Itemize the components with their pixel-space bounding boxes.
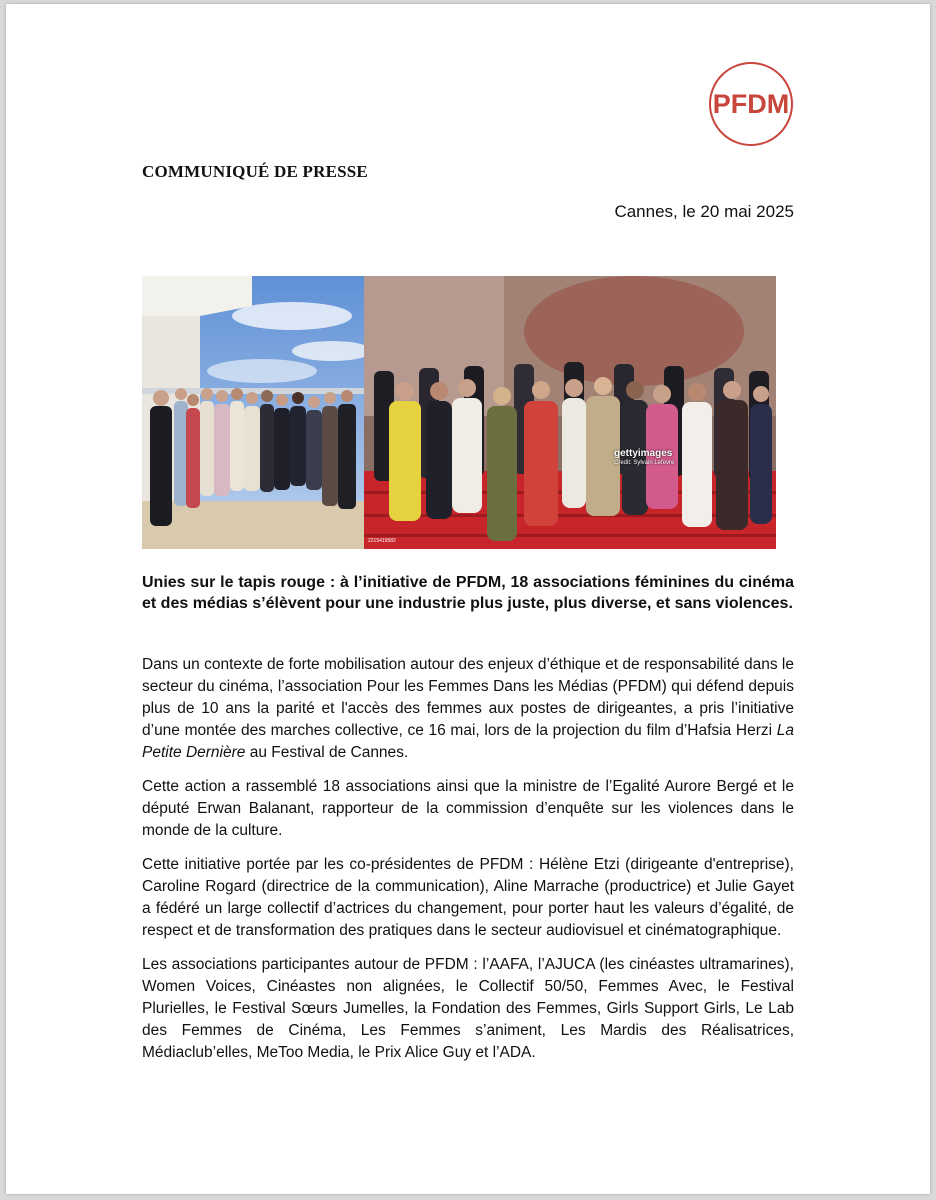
film-title: La Petite Dernière: [142, 722, 794, 761]
photo-id: 2215419582: [368, 538, 396, 544]
paragraph-1: [142, 654, 794, 764]
pfdm-logo: [709, 62, 793, 146]
photo-credit: Credit: Sylvain Lefevre: [614, 460, 675, 466]
getty-watermark: gettyimages: [614, 448, 673, 459]
red-carpet-photo-illustration: [364, 276, 776, 549]
photo-terrace-group: [142, 276, 364, 549]
paragraph-1-start: Dans un contexte de forte mobilisation autour des enjeux d’éthique et de responsabilité dans le secteur du cinéma, l’association Pour les Femmes Dans les Médias (PFDM) qui défend depuis plus de 10 ans la parité et l'accès des femmes aux postes de dirigeantes, a pris l’initiative d’une montée des marches collective, ce 16 mai, lors de la projection du film d’Hafsia Herzi: [142, 656, 794, 739]
logo-text: PFDM: [712, 88, 790, 119]
paragraph-2: Cette action a rassemblé 18 associations ainsi que la ministre de l’Egalité Aurore Bergé et le député Erwan Balanant, rapporteur de la commission d’enquête sur les violences dans le monde de la culture.: [142, 778, 794, 839]
lede-headline: Unies sur le tapis rouge : à l’initiative de PFDM, 18 associations féminines du cinéma et des médias s’élèvent pour une industrie plus juste, plus diverse, et sans violences.: [142, 574, 794, 612]
press-release-page: [6, 4, 930, 1194]
paragraph-4: Les associations participantes autour de PFDM : l’AAFA, l’AJUCA (les cinéastes ultramarines), Women Voices, Cinéastes non alignées, le Collectif 50/50, Femmes Avec, le Festival Plurielles, le Festival Sœurs Jumelles, la Fondation des Femmes, Girls Support Girls, Le Lab des Femmes de Cinéma, Les Femmes s’animent, Les Mardis des Réalisatrices, Médiaclub’elles, MeToo Media, le Prix Alice Guy et l’ADA.: [142, 956, 794, 1061]
paragraph-3: Cette initiative portée par les co-présidentes de PFDM : Hélène Etzi (dirigeante d'entreprise), Caroline Rogard (directrice de la communication), Aline Marrache (productrice) et Julie Gayet a fédéré un large collectif d’actrices du changement, pour porter haut les valeurs d’égalité, de respect et de transformation des pratiques dans le secteur audiovisuel et cinématographique.: [142, 856, 794, 939]
paragraph-1-end: au Festival de Cannes.: [245, 744, 409, 761]
dateline: Cannes, le 20 mai 2025: [614, 202, 794, 221]
body-text: [142, 654, 794, 1076]
photo-red-carpet-group: [364, 276, 776, 549]
terrace-photo-illustration: [142, 276, 364, 549]
document-heading: COMMUNIQUÉ DE PRESSE: [142, 162, 368, 181]
